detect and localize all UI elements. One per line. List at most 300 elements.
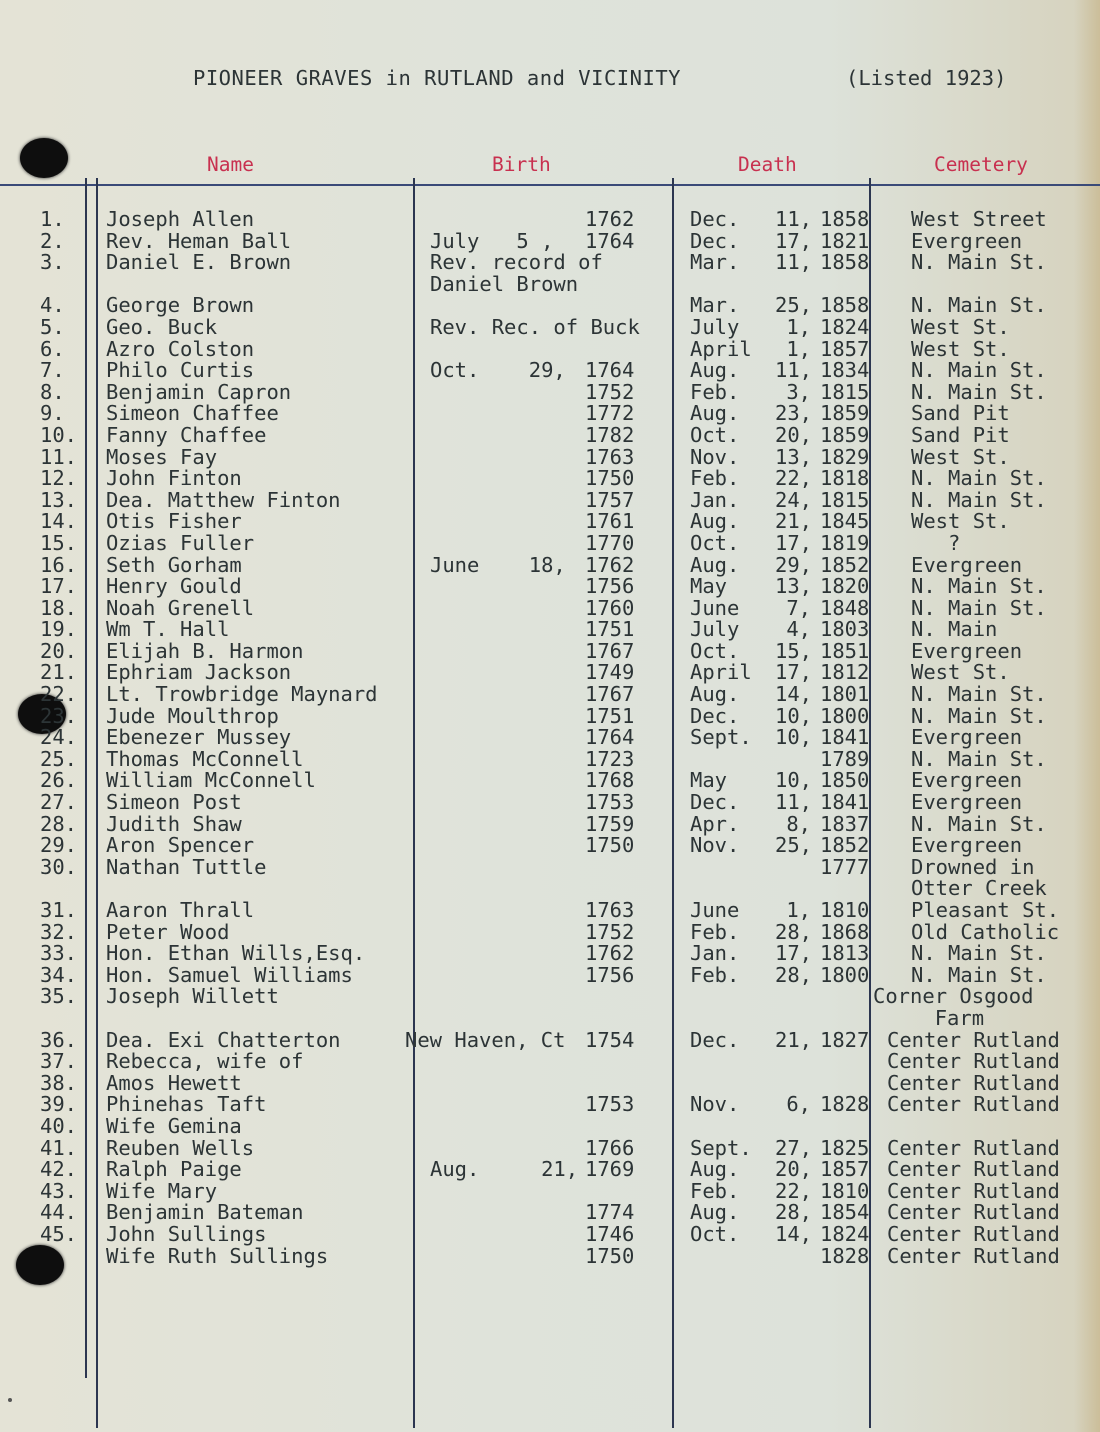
grave-name: Benjamin Capron (106, 379, 292, 404)
death-month: Dec. (690, 703, 740, 728)
grave-name: Rebecca, wife of (106, 1049, 304, 1074)
table-row (0, 811, 1100, 836)
birth-year: 1750 (585, 833, 635, 858)
table-row (0, 1070, 1100, 1095)
grave-name: Moses Fay (106, 444, 218, 469)
birth-year: 1756 (585, 962, 635, 987)
cemetery-name: Sand Pit (911, 422, 1010, 447)
birth-year: 1752 (585, 919, 635, 944)
death-day: 24, (775, 487, 813, 512)
death-day: 6, (786, 1092, 811, 1117)
cemetery-name: Evergreen (911, 768, 1023, 793)
cemetery-name: Center Rutland (887, 1049, 1060, 1074)
row-number: 33. (40, 941, 78, 966)
grave-name: Azro Colston (106, 336, 255, 361)
birth-year: 1750 (585, 1243, 635, 1268)
death-month: July (690, 314, 740, 339)
death-year: 1818 (820, 466, 870, 491)
row-number: 14. (40, 509, 78, 534)
birth-detail: July 5 , (430, 228, 554, 253)
cemetery-name: Center Rutland (887, 1243, 1060, 1268)
death-year: 1821 (820, 228, 870, 253)
birth-year: 1764 (585, 228, 635, 253)
table-row (0, 444, 1100, 469)
cemetery-name: Farm (873, 1005, 985, 1030)
row-number: 32. (40, 919, 78, 944)
table-row (0, 487, 1100, 512)
table-row (0, 552, 1100, 577)
death-year: 1851 (820, 638, 870, 663)
table-row (0, 986, 1100, 1008)
grave-name: Seth Gorham (106, 552, 242, 577)
death-month: Nov. (690, 833, 740, 858)
grave-name: Aaron Thrall (106, 898, 255, 922)
table-row (0, 1027, 1100, 1052)
death-day: 21, (775, 509, 813, 534)
death-month: May (690, 574, 728, 599)
death-year: 1810 (820, 898, 870, 922)
death-year: 1812 (820, 660, 870, 685)
birth-year: 1767 (585, 638, 635, 663)
grave-name: Simeon Post (106, 790, 242, 815)
death-day: 17, (775, 228, 813, 253)
birth-year: 1750 (585, 466, 635, 491)
birth-year: 1762 (585, 207, 635, 231)
table-row (0, 1005, 1100, 1030)
death-year: 1827 (820, 1027, 870, 1052)
death-month: Sept. (690, 1135, 752, 1160)
row-number: 23. (40, 703, 78, 728)
death-month: Mar. (690, 293, 740, 318)
death-day: 1, (786, 898, 811, 922)
death-day: 14, (775, 1221, 813, 1246)
death-month: Feb. (690, 919, 740, 944)
table-row (0, 1202, 1100, 1224)
table-row (0, 1178, 1100, 1203)
birth-year: 1746 (585, 1221, 635, 1246)
cemetery-name: N. Main St. (911, 595, 1047, 620)
death-year: 1852 (820, 552, 870, 577)
birth-year: 1769 (585, 1157, 635, 1182)
table-row (0, 271, 1100, 296)
row-number: 34. (40, 962, 78, 987)
death-year: 1868 (820, 919, 870, 944)
death-year: 1858 (820, 293, 870, 318)
birth-year: 1762 (585, 552, 635, 577)
cemetery-name: West St. (911, 509, 1010, 534)
cemetery-name: West Street (911, 207, 1047, 231)
cemetery-name: Old Catholic (911, 919, 1060, 944)
table-row (0, 209, 1100, 231)
cemetery-name: Center Rutland (887, 1135, 1060, 1160)
death-month: Dec. (690, 790, 740, 815)
grave-name: Henry Gould (106, 574, 242, 599)
death-day: 10, (775, 703, 813, 728)
birth-year: 1761 (585, 509, 635, 534)
death-day: 15, (775, 638, 813, 663)
row-number: 39. (40, 1092, 78, 1117)
table-row (0, 422, 1100, 447)
birth-year: 1756 (585, 574, 635, 599)
grave-name: Lt. Trowbridge Maynard (106, 682, 378, 707)
table-row (0, 662, 1100, 684)
birth-year: 1759 (585, 811, 635, 836)
table-row (0, 1113, 1100, 1138)
grave-name: Phinehas Taft (106, 1092, 267, 1117)
birth-year: 1764 (585, 358, 635, 383)
grave-name: Dea. Exi Chatterton (106, 1027, 341, 1052)
death-year: 1845 (820, 509, 870, 534)
death-day: 28, (775, 919, 813, 944)
row-number: 15. (40, 530, 78, 555)
row-number: 22. (40, 682, 78, 707)
cemetery-name: Otter Creek (911, 876, 1047, 901)
table-row (0, 962, 1100, 987)
death-day: 10, (775, 768, 813, 793)
cemetery-name: Center Rutland (887, 1070, 1060, 1095)
table-row (0, 511, 1100, 533)
grave-name: Peter Wood (106, 919, 230, 944)
cemetery-name: Evergreen (911, 833, 1023, 858)
death-month: June (690, 898, 740, 922)
cemetery-name: West St. (911, 444, 1010, 469)
death-day: 11, (775, 250, 813, 275)
death-month: Feb. (690, 1178, 740, 1203)
birth-detail: Rev. Rec. of Buck (430, 314, 640, 339)
table-row (0, 900, 1100, 922)
grave-name: Judith Shaw (106, 811, 242, 836)
death-year: 1829 (820, 444, 870, 469)
table-row (0, 746, 1100, 771)
grave-name: Otis Fisher (106, 509, 242, 534)
cemetery-name: Corner Osgood (873, 984, 1034, 1009)
listed-date: (Listed 1923) (846, 66, 1007, 90)
grave-name: Ephriam Jackson (106, 660, 292, 685)
row-number: 42. (40, 1157, 78, 1182)
row-number: 30. (40, 854, 78, 879)
cemetery-name: Center Rutland (887, 1200, 1060, 1225)
table-row (0, 379, 1100, 404)
death-day: 25, (775, 293, 813, 318)
death-year: 1824 (820, 314, 870, 339)
row-number: 37. (40, 1049, 78, 1074)
row-number: 8. (40, 379, 65, 404)
row-number: 45. (40, 1221, 78, 1246)
grave-name: Noah Grenell (106, 595, 255, 620)
row-number: 7. (40, 358, 65, 383)
row-number: 35. (40, 984, 78, 1009)
table-row (0, 530, 1100, 555)
birth-year: 1751 (585, 703, 635, 728)
birth-detail: Oct. 29, (430, 358, 566, 383)
grave-name: Wm T. Hall (106, 617, 230, 642)
row-number: 40. (40, 1113, 78, 1138)
grave-name: Geo. Buck (106, 314, 218, 339)
row-number: 27. (40, 790, 78, 815)
row-number: 25. (40, 746, 78, 771)
cemetery-name: N. Main St. (911, 358, 1047, 383)
death-year: 1800 (820, 703, 870, 728)
cemetery-name: N. Main St. (911, 941, 1047, 966)
table-row (0, 1135, 1100, 1160)
cemetery-name: Evergreen (911, 790, 1023, 815)
row-number: 44. (40, 1200, 78, 1225)
grave-name: Simeon Chaffee (106, 401, 279, 426)
row-number: 5. (40, 314, 65, 339)
death-day: 10, (775, 725, 813, 750)
table-row (0, 403, 1100, 425)
death-month: Dec. (690, 228, 740, 253)
row-number: 3. (40, 250, 65, 275)
row-number: 12. (40, 466, 78, 491)
death-year: 1803 (820, 617, 870, 642)
death-month: Aug. (690, 552, 740, 577)
row-number: 6. (40, 336, 65, 361)
death-day: 17, (775, 530, 813, 555)
death-month: Sept. (690, 725, 752, 750)
grave-name: Benjamin Bateman (106, 1200, 304, 1225)
row-number: 19. (40, 617, 78, 642)
row-number: 10. (40, 422, 78, 447)
birth-year: 1753 (585, 1092, 635, 1117)
death-year: 1825 (820, 1135, 870, 1160)
grave-name: Philo Curtis (106, 358, 255, 383)
table-row (0, 1051, 1100, 1073)
death-month: July (690, 617, 740, 642)
row-number: 28. (40, 811, 78, 836)
birth-detail: Aug. 21, (430, 1157, 579, 1182)
death-day: 4, (786, 617, 811, 642)
death-year: 1848 (820, 595, 870, 620)
row-number: 1. (40, 207, 65, 231)
row-number: 41. (40, 1135, 78, 1160)
birth-year: 1723 (585, 746, 635, 771)
death-year: 1813 (820, 941, 870, 966)
death-month: Mar. (690, 250, 740, 275)
graves-table (0, 209, 1100, 1267)
death-month: Feb. (690, 962, 740, 987)
table-row (0, 1094, 1100, 1116)
grave-name: Reuben Wells (106, 1135, 255, 1160)
row-number: 4. (40, 293, 65, 318)
header-rule (0, 184, 1100, 186)
table-row (0, 727, 1100, 749)
death-month: Feb. (690, 379, 740, 404)
death-day: 1, (786, 314, 811, 339)
death-month: Apr. (690, 811, 740, 836)
table-row (0, 295, 1100, 317)
death-month: Oct. (690, 1221, 740, 1246)
birth-year: 1749 (585, 660, 635, 685)
death-month: Dec. (690, 1027, 740, 1052)
death-year: 1777 (820, 854, 870, 879)
table-row (0, 703, 1100, 728)
death-year: 1841 (820, 790, 870, 815)
death-year: 1837 (820, 811, 870, 836)
cemetery-name: Center Rutland (887, 1027, 1060, 1052)
birth-year: 1763 (585, 444, 635, 469)
death-day: 13, (775, 444, 813, 469)
birth-detail: New Haven, Ct (405, 1027, 566, 1052)
grave-name: Wife Ruth Sullings (106, 1243, 329, 1268)
cemetery-name: N. Main St. (911, 379, 1047, 404)
margin-dot (8, 1398, 12, 1402)
cemetery-name: Evergreen (911, 228, 1023, 253)
birth-year: 1782 (585, 422, 635, 447)
death-day: 11, (775, 358, 813, 383)
death-day: 27, (775, 1135, 813, 1160)
death-year: 1828 (820, 1092, 870, 1117)
grave-name: Daniel E. Brown (106, 250, 292, 275)
cemetery-name: Evergreen (911, 638, 1023, 663)
cemetery-name: N. Main St. (911, 487, 1047, 512)
cemetery-name: Evergreen (911, 725, 1023, 750)
death-month: Feb. (690, 466, 740, 491)
birth-year: 1763 (585, 898, 635, 922)
row-number: 43. (40, 1178, 78, 1203)
death-day: 7, (786, 595, 811, 620)
row-number: 9. (40, 401, 65, 426)
death-year: 1854 (820, 1200, 870, 1225)
grave-name: Wife Mary (106, 1178, 218, 1203)
table-row (0, 619, 1100, 641)
death-day: 20, (775, 422, 813, 447)
row-number: 36. (40, 1027, 78, 1052)
death-day: 17, (775, 660, 813, 685)
table-row (0, 919, 1100, 944)
cemetery-name: Drowned in (911, 854, 1035, 879)
grave-name: Fanny Chaffee (106, 422, 267, 447)
birth-year: 1772 (585, 401, 635, 426)
cemetery-name: Center Rutland (887, 1221, 1060, 1246)
grave-name: George Brown (106, 293, 255, 318)
cemetery-name: N. Main St. (911, 682, 1047, 707)
row-number: 2. (40, 228, 65, 253)
death-year: 1859 (820, 422, 870, 447)
birth-year: 1752 (585, 379, 635, 404)
birth-year: 1767 (585, 682, 635, 707)
table-row (0, 638, 1100, 663)
death-year: 1858 (820, 250, 870, 275)
death-day: 14, (775, 682, 813, 707)
birth-year: 1764 (585, 725, 635, 750)
row-number: 13. (40, 487, 78, 512)
row-number: 11. (40, 444, 78, 469)
death-month: May (690, 768, 728, 793)
grave-name: Amos Hewett (106, 1070, 242, 1095)
death-day: 17, (775, 941, 813, 966)
grave-name: Joseph Willett (106, 984, 279, 1009)
death-year: 1857 (820, 1157, 870, 1182)
death-month: Oct. (690, 530, 740, 555)
column-header-death: Death (738, 153, 797, 176)
table-row (0, 1159, 1100, 1181)
table-row (0, 1221, 1100, 1246)
birth-detail: Rev. record of (430, 250, 603, 275)
birth-year: 1774 (585, 1200, 635, 1225)
grave-name: Wife Gemina (106, 1113, 242, 1138)
death-day: 23, (775, 401, 813, 426)
grave-name: Dea. Matthew Finton (106, 487, 341, 512)
cemetery-name: N. Main St. (911, 962, 1047, 987)
cemetery-name: West St. (911, 336, 1010, 361)
cemetery-name: Center Rutland (887, 1092, 1060, 1117)
grave-name: Nathan Tuttle (106, 854, 267, 879)
death-day: 8, (786, 811, 811, 836)
cemetery-name: N. Main St. (911, 703, 1047, 728)
death-year: 1819 (820, 530, 870, 555)
cemetery-name: N. Main St. (911, 746, 1047, 771)
birth-year: 1760 (585, 595, 635, 620)
death-year: 1820 (820, 574, 870, 599)
cemetery-name: N. Main St. (911, 250, 1047, 275)
cemetery-name: Center Rutland (887, 1178, 1060, 1203)
death-month: Oct. (690, 422, 740, 447)
death-day: 22, (775, 466, 813, 491)
table-row (0, 854, 1100, 879)
grave-name: Ebenezer Mussey (106, 725, 292, 750)
grave-name: Jude Moulthrop (106, 703, 279, 728)
cemetery-name: Center Rutland (887, 1157, 1060, 1182)
death-year: 1834 (820, 358, 870, 383)
death-day: 21, (775, 1027, 813, 1052)
death-month: Jan. (690, 941, 740, 966)
grave-name: Rev. Heman Ball (106, 228, 292, 253)
death-day: 29, (775, 552, 813, 577)
death-day: 25, (775, 833, 813, 858)
cemetery-name: N. Main St. (911, 811, 1047, 836)
table-row (0, 835, 1100, 857)
grave-name: John Finton (106, 466, 242, 491)
row-number: 26. (40, 768, 78, 793)
birth-year: 1768 (585, 768, 635, 793)
death-month: Nov. (690, 1092, 740, 1117)
birth-year: 1751 (585, 617, 635, 642)
table-row (0, 468, 1100, 490)
death-year: 1852 (820, 833, 870, 858)
cemetery-name: Pleasant St. (911, 898, 1060, 922)
row-number: 18. (40, 595, 78, 620)
death-month: Aug. (690, 401, 740, 426)
death-month: Aug. (690, 358, 740, 383)
grave-name: Aron Spencer (106, 833, 255, 858)
death-day: 11, (775, 207, 813, 231)
row-number: 20. (40, 638, 78, 663)
cemetery-name: West St. (911, 660, 1010, 685)
table-row (0, 943, 1100, 965)
table-row (0, 878, 1100, 900)
birth-detail: June 18, (430, 552, 566, 577)
punch-hole-icon (20, 138, 68, 178)
table-row (0, 792, 1100, 814)
death-month: Jan. (690, 487, 740, 512)
grave-name: Ozias Fuller (106, 530, 255, 555)
death-day: 28, (775, 1200, 813, 1225)
row-number: 17. (40, 574, 78, 599)
death-month: Oct. (690, 638, 740, 663)
death-day: 20, (775, 1157, 813, 1182)
birth-year: 1766 (585, 1135, 635, 1160)
death-month: Aug. (690, 682, 740, 707)
birth-year: 1753 (585, 790, 635, 815)
death-year: 1858 (820, 207, 870, 231)
death-year: 1857 (820, 336, 870, 361)
table-row (0, 1243, 1100, 1268)
grave-name: Hon. Ethan Wills,Esq. (106, 941, 366, 966)
birth-year: 1754 (585, 1027, 635, 1052)
death-year: 1810 (820, 1178, 870, 1203)
death-year: 1800 (820, 962, 870, 987)
